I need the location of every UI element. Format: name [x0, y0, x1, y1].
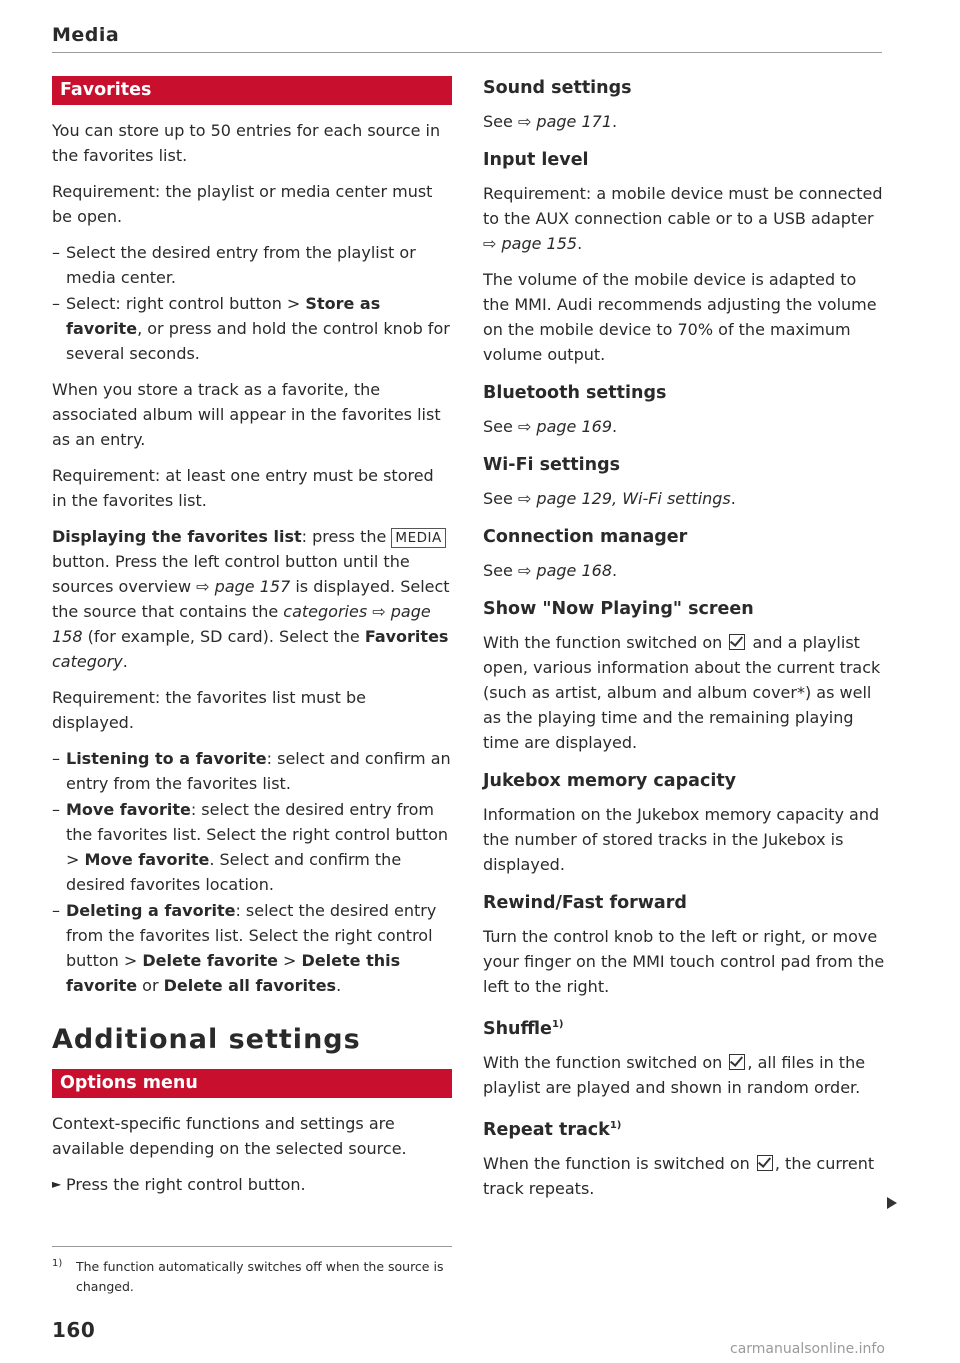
- checkbox-checked-icon: [757, 1155, 773, 1171]
- connection-manager-text: See ⇨ page 168.: [483, 561, 618, 580]
- store-track-note: When you store a track as a favorite, the associated album will appear in the favorites list as an entry.: [52, 380, 441, 449]
- dash-marker: –: [52, 800, 60, 819]
- rewind-heading: Rewind/Fast forward: [483, 893, 687, 913]
- shuffle-text: With the function switched on , all files in the playlist are played and shown in random order.: [483, 1052, 866, 1097]
- additional-settings-heading: Additional settings: [52, 1024, 361, 1055]
- watermark: carmanualsonline.info: [730, 1341, 885, 1357]
- entry-requirement: Requirement: at least one entry must be stored in the favorites list.: [52, 466, 434, 510]
- display-favorites-label: Displaying the favorites list: [52, 527, 302, 546]
- page-reference[interactable]: ⇨ page 171: [517, 112, 613, 131]
- options-intro: Context-specific functions and settings are available depending on the selected source.: [52, 1114, 407, 1158]
- page-reference[interactable]: ⇨ page 129, Wi-Fi settings: [517, 489, 731, 508]
- checkbox-checked-icon: [729, 1054, 745, 1070]
- shuffle-heading: Shuffle$^{1)}$: [483, 1018, 564, 1039]
- footnote-text: The function automatically switches off when the source is changed.: [76, 1259, 444, 1294]
- list-item: – Select the desired entry from the playlist or media center.: [52, 240, 452, 290]
- section-title: Media: [52, 24, 120, 46]
- dash-marker: –: [52, 901, 60, 920]
- instruction-step: ► Press the right control button.: [52, 1172, 452, 1197]
- list-item: – Move favorite: select the desired entry from the favorites list. Select the right control button > Move favorite. Select and confirm the desired favorites location.: [52, 797, 452, 897]
- bluetooth-settings-heading: Bluetooth settings: [483, 383, 667, 403]
- left-column: [52, 76, 452, 1197]
- menu-path: Store as favorite: [66, 294, 381, 338]
- wifi-settings-text: See ⇨ page 129, Wi-Fi settings.: [483, 489, 736, 508]
- continue-arrow-icon: [887, 1197, 897, 1209]
- page-reference[interactable]: ⇨ page 158: [52, 602, 431, 646]
- page-reference[interactable]: ⇨ page 168: [517, 561, 613, 580]
- page-header: [52, 24, 882, 53]
- checkbox-checked-icon: [729, 634, 745, 650]
- sound-settings-heading: Sound settings: [483, 78, 632, 98]
- footnote-divider: [52, 1246, 452, 1247]
- input-level-requirement: Requirement: a mobile device must be connected to the AUX connection cable or to a USB adapter ⇨ page 155.: [483, 184, 883, 253]
- list-item: – Listening to a favorite: select and confirm an entry from the favorites list.: [52, 746, 452, 796]
- input-level-note: The volume of the mobile device is adapted to the MMI. Audi recommends adjusting the volume on the mobile device to 70% of the maximum volume output.: [483, 270, 877, 364]
- page-reference[interactable]: ⇨ page 169: [517, 417, 613, 436]
- triangle-bullet-icon: ►: [52, 1177, 62, 1191]
- page-reference[interactable]: ⇨ page 155: [483, 234, 578, 253]
- bluetooth-settings-text: See ⇨ page 169.: [483, 417, 618, 436]
- dash-marker: –: [52, 294, 60, 313]
- right-column: [483, 76, 885, 1212]
- rewind-text: Turn the control knob to the left or right, or move your finger on the MMI touch control pad from the left to the right.: [483, 927, 885, 996]
- dash-marker: –: [52, 243, 60, 262]
- favorites-intro: You can store up to 50 entries for each source in the favorites list.: [52, 121, 441, 165]
- displayed-requirement: Requirement: the favorites list must be displayed.: [52, 688, 366, 732]
- footnote: [52, 1257, 452, 1297]
- favorites-requirement: Requirement: the playlist or media center must be open.: [52, 182, 433, 226]
- display-favorites-paragraph: Displaying the favorites list: press the MEDIA button. Press the left control button until the sources overview ⇨ page 157 is displayed. Select the source that contains the categories ⇨ page 158 (for example, SD card). Select the Favorites category.: [52, 527, 450, 671]
- list-item: – Deleting a favorite: select the desired entry from the favorites list. Select the right control button > Delete favorite > Delete this favorite or Delete all favorites.: [52, 898, 452, 998]
- footnote-marker: 1): [609, 1119, 622, 1131]
- list-item: – Select: right control button > Store as favorite, or press and hold the control knob for several seconds.: [52, 291, 452, 366]
- jukebox-heading: Jukebox memory capacity: [483, 771, 737, 791]
- input-level-heading: Input level: [483, 150, 589, 170]
- now-playing-text: With the function switched on and a playlist open, various information about the current track (such as artist, album and album cover*) as well as the playing time and the remaining playing time are displayed.: [483, 633, 881, 752]
- options-menu-heading: Options menu: [52, 1069, 452, 1098]
- media-key: MEDIA: [391, 528, 445, 548]
- dash-marker: –: [52, 749, 60, 768]
- repeat-track-text: When the function is switched on , the current track repeats.: [483, 1153, 875, 1198]
- wifi-settings-heading: Wi-Fi settings: [483, 455, 621, 475]
- connection-manager-heading: Connection manager: [483, 527, 688, 547]
- footnote-marker: 1): [52, 1258, 63, 1269]
- now-playing-heading: Show "Now Playing" screen: [483, 599, 754, 619]
- page-number: 160: [52, 1318, 96, 1342]
- sound-settings-text: See ⇨ page 171.: [483, 112, 618, 131]
- footnote-marker: 1): [551, 1019, 564, 1030]
- page-reference[interactable]: ⇨ page 157: [196, 577, 291, 596]
- jukebox-text: Information on the Jukebox memory capacity and the number of stored tracks in the Jukebox is displayed.: [483, 805, 880, 874]
- favorites-heading: Favorites: [52, 76, 452, 105]
- repeat-track-heading: Repeat track$^{1)}$: [483, 1119, 622, 1140]
